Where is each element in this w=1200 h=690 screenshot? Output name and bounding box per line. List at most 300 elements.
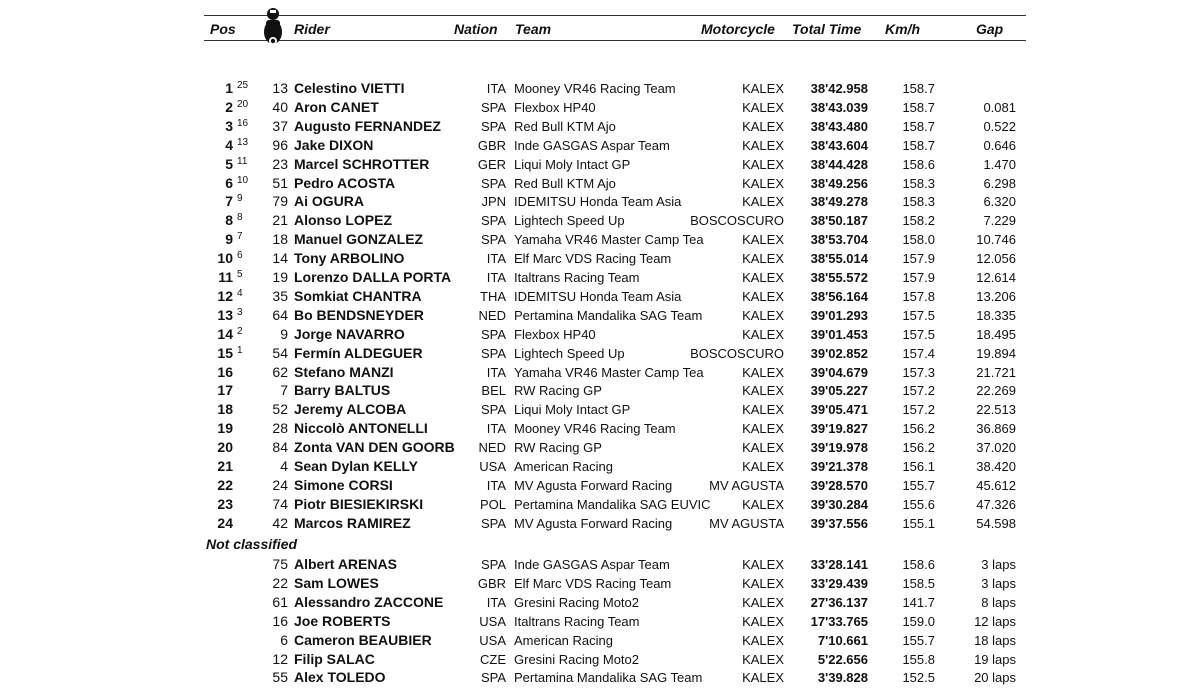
motorcycle-make: KALEX	[742, 575, 784, 591]
team-name: Gresini Racing Moto2	[514, 651, 639, 667]
rider-name: Stefano MANZI	[294, 363, 394, 380]
total-time: 38'55.014	[810, 251, 868, 267]
motorcycle-rider-icon	[258, 4, 288, 46]
result-position: 13	[217, 306, 233, 323]
table-row	[0, 457, 1200, 476]
result-position: 4	[225, 136, 233, 153]
total-time: 39'30.284	[810, 496, 868, 512]
total-time: 27'36.137	[810, 594, 868, 610]
total-time: 39'19.978	[810, 440, 868, 456]
rider-number: 18	[272, 231, 288, 248]
total-time: 39'02.852	[810, 345, 868, 361]
rider-nation: SPA	[480, 213, 506, 229]
average-speed: 158.6	[902, 557, 935, 572]
motorcycle-make: MV AGUSTA	[709, 477, 784, 493]
team-name: Flexbox HP40	[514, 99, 596, 115]
average-speed: 158.2	[902, 213, 935, 229]
table-row	[0, 514, 1200, 533]
rider-nation: ITA	[486, 251, 506, 267]
result-position: 6	[225, 174, 233, 191]
table-row	[0, 174, 1200, 193]
time-gap: 13.206	[976, 288, 1016, 304]
table-row	[0, 631, 1200, 650]
team-name: Lightech Speed Up	[514, 345, 625, 361]
team-name: Red Bull KTM Ajo	[514, 118, 616, 134]
motorcycle-make: KALEX	[742, 421, 784, 437]
average-speed: 158.6	[902, 156, 935, 172]
time-gap: 18 laps	[974, 632, 1016, 648]
team-name: IDEMITSU Honda Team Asia	[514, 194, 682, 210]
rider-name: Alonso LOPEZ	[294, 212, 392, 229]
motorcycle-make: BOSCOSCURO	[690, 213, 784, 229]
average-speed: 157.9	[902, 270, 935, 285]
rider-number: 75	[272, 556, 288, 572]
header-top-rule	[204, 15, 1026, 16]
rider-nation: SPA	[480, 345, 506, 361]
header-motorcycle: Motorcycle	[701, 21, 775, 37]
result-position: 12	[217, 287, 233, 304]
rider-number: 37	[272, 117, 288, 134]
team-name: RW Racing GP	[514, 383, 602, 399]
rider-nation: SPA	[480, 670, 506, 686]
rider-name: Celestino VIETTI	[294, 80, 405, 96]
rider-name: Piotr BIESIEKIRSKI	[294, 495, 424, 512]
rider-nation: CZE	[480, 651, 506, 667]
result-points: 25	[237, 80, 249, 91]
total-time: 39'01.293	[810, 307, 868, 323]
motorcycle-make: KALEX	[742, 632, 784, 648]
team-name: Inde GASGAS Aspar Team	[514, 137, 670, 153]
average-speed: 158.3	[902, 194, 935, 210]
rider-name: Sam LOWES	[294, 574, 379, 591]
result-position: 2	[225, 98, 233, 115]
total-time: 38'53.704	[810, 232, 868, 248]
time-gap: 21.721	[976, 364, 1016, 380]
motorcycle-make: KALEX	[742, 496, 784, 512]
table-row	[0, 192, 1200, 211]
total-time: 38'55.572	[810, 270, 868, 285]
time-gap: 12 laps	[974, 613, 1016, 629]
result-points: 6	[237, 250, 243, 262]
rider-number: 64	[272, 306, 288, 323]
result-points: 16	[237, 117, 249, 129]
average-speed: 158.3	[902, 175, 935, 191]
rider-nation: USA	[479, 459, 506, 474]
time-gap: 45.612	[976, 477, 1016, 493]
header-total-time: Total Time	[792, 21, 862, 37]
rider-number: 7	[280, 382, 288, 399]
table-row	[0, 344, 1200, 363]
rider-name: Alex TOLEDO	[294, 669, 386, 686]
rider-nation: NED	[478, 307, 506, 323]
table-row	[0, 612, 1200, 631]
rider-number: 61	[272, 593, 288, 610]
rider-number: 12	[272, 650, 288, 667]
result-points: 7	[237, 231, 243, 243]
time-gap: 37.020	[976, 440, 1016, 456]
result-points: 3	[237, 306, 243, 318]
team-name: Inde GASGAS Aspar Team	[514, 557, 670, 572]
total-time: 38'43.604	[810, 137, 868, 153]
result-position: 16	[217, 363, 233, 380]
rider-nation: GER	[477, 156, 506, 172]
result-position: 15	[217, 344, 233, 361]
rider-name: Jake DIXON	[294, 136, 374, 153]
motorcycle-make: KALEX	[742, 557, 784, 572]
rider-number: 51	[272, 174, 288, 191]
team-name: Flexbox HP40	[514, 326, 596, 342]
rider-nation: ITA	[486, 81, 506, 96]
motorcycle-make: KALEX	[742, 670, 784, 686]
rider-number: 23	[272, 155, 288, 172]
team-name: Pertamina Mandalika SAG Team	[514, 670, 703, 686]
total-time: 39'05.471	[810, 402, 868, 418]
result-points: 4	[237, 287, 243, 299]
team-name: Yamaha VR46 Master Camp Tea	[514, 232, 704, 248]
total-time: 38'42.958	[810, 81, 868, 96]
rider-nation: GBR	[477, 575, 506, 591]
rider-name: Marcel SCHROTTER	[294, 155, 430, 172]
result-position: 8	[225, 212, 233, 229]
total-time: 39'01.453	[810, 326, 868, 342]
motorcycle-make: KALEX	[742, 99, 784, 115]
average-speed: 157.4	[902, 345, 935, 361]
time-gap: 10.746	[976, 232, 1016, 248]
total-time: 33'29.439	[810, 575, 868, 591]
average-speed: 157.5	[902, 326, 935, 342]
table-row	[0, 98, 1200, 117]
time-gap: 36.869	[976, 421, 1016, 437]
motorcycle-make: KALEX	[742, 81, 784, 96]
rider-number: 19	[272, 269, 288, 285]
average-speed: 158.7	[902, 99, 935, 115]
time-gap: 3 laps	[981, 575, 1016, 591]
rider-name: Tony ARBOLINO	[294, 250, 405, 267]
rider-name: Marcos RAMIREZ	[294, 514, 411, 531]
header-rider: Rider	[294, 21, 330, 37]
header-kmh: Km/h	[885, 21, 920, 37]
rider-number: 28	[272, 420, 288, 437]
time-gap: 8 laps	[981, 594, 1016, 610]
motorcycle-make: KALEX	[742, 383, 784, 399]
time-gap: 18.335	[976, 307, 1016, 323]
rider-number: 9	[280, 325, 288, 342]
rider-name: Zonta VAN DEN GOORB	[294, 439, 455, 456]
table-row	[0, 79, 1200, 98]
result-position: 10	[217, 250, 233, 267]
rider-number: 6	[280, 631, 288, 648]
total-time: 5'22.656	[817, 651, 868, 667]
motorcycle-make: KALEX	[742, 232, 784, 248]
total-time: 38'43.480	[810, 118, 868, 134]
rider-number: 35	[272, 287, 288, 304]
motorcycle-make: KALEX	[742, 402, 784, 418]
average-speed: 155.6	[902, 496, 935, 512]
team-name: American Racing	[514, 632, 613, 648]
table-row	[0, 117, 1200, 136]
time-gap: 0.646	[983, 137, 1016, 153]
rider-nation: SPA	[480, 515, 506, 531]
header-gap: Gap	[976, 21, 1004, 37]
average-speed: 155.1	[902, 515, 935, 531]
rider-number: 96	[272, 136, 288, 153]
total-time: 3'39.828	[817, 670, 868, 686]
motorcycle-make: KALEX	[742, 288, 784, 304]
team-name: RW Racing GP	[514, 440, 602, 456]
total-time: 39'37.556	[810, 515, 868, 531]
team-name: Italtrans Racing Team	[514, 270, 640, 285]
time-gap: 22.513	[976, 402, 1016, 418]
rider-number: 22	[272, 574, 288, 591]
rider-number: 74	[272, 495, 288, 512]
table-row	[0, 419, 1200, 438]
time-gap: 3 laps	[981, 557, 1016, 572]
result-position: 18	[217, 401, 233, 418]
average-speed: 157.8	[902, 288, 935, 304]
total-time: 38'50.187	[810, 213, 868, 229]
average-speed: 158.5	[902, 575, 935, 591]
average-speed: 159.0	[902, 613, 935, 629]
result-position: 11	[218, 269, 233, 285]
header-bottom-rule	[204, 40, 1026, 41]
result-position: 22	[217, 476, 233, 493]
rider-number: 13	[272, 80, 288, 96]
table-row	[0, 495, 1200, 514]
motorcycle-make: MV AGUSTA	[709, 515, 784, 531]
result-points: 20	[237, 98, 249, 110]
rider-number: 24	[272, 476, 288, 493]
team-name: Yamaha VR46 Master Camp Tea	[514, 364, 704, 380]
motorcycle-make: KALEX	[742, 364, 784, 380]
time-gap: 12.056	[976, 251, 1016, 267]
table-row	[0, 668, 1200, 687]
total-time: 38'43.039	[810, 99, 868, 115]
total-time: 17'33.765	[810, 613, 868, 629]
rider-name: Jeremy ALCOBA	[294, 401, 407, 418]
time-gap: 19 laps	[974, 651, 1016, 667]
average-speed: 157.2	[902, 402, 935, 418]
rider-name: Sean Dylan KELLY	[294, 458, 418, 474]
rider-number: 42	[272, 514, 288, 531]
average-speed: 156.2	[902, 440, 935, 456]
result-points: 2	[237, 325, 243, 337]
table-row	[0, 306, 1200, 325]
time-gap: 18.495	[976, 326, 1016, 342]
average-speed: 158.7	[902, 118, 935, 134]
total-time: 39'04.679	[810, 364, 868, 380]
rider-nation: POL	[479, 496, 506, 512]
time-gap: 19.894	[976, 345, 1016, 361]
motorcycle-make: KALEX	[742, 156, 784, 172]
rider-nation: BEL	[481, 383, 506, 399]
rider-number: 16	[272, 612, 288, 629]
time-gap: 1.470	[983, 156, 1016, 172]
result-points: 10	[237, 174, 249, 186]
team-name: Lightech Speed Up	[514, 213, 625, 229]
motorcycle-make: KALEX	[742, 440, 784, 456]
rider-name: Bo BENDSNEYDER	[294, 306, 424, 323]
motorcycle-make: KALEX	[742, 613, 784, 629]
result-position: 5	[225, 155, 233, 172]
total-time: 39'21.378	[810, 459, 868, 474]
rider-name: Pedro ACOSTA	[294, 174, 396, 191]
rider-nation: ITA	[486, 364, 506, 380]
table-row	[0, 593, 1200, 612]
time-gap: 38.420	[976, 459, 1016, 474]
result-position: 17	[217, 382, 233, 399]
rider-nation: GBR	[477, 137, 506, 153]
table-row	[0, 400, 1200, 419]
rider-name: Alessandro ZACCONE	[294, 593, 444, 610]
table-row	[0, 287, 1200, 306]
rider-name: Cameron BEAUBIER	[294, 631, 432, 648]
team-name: Pertamina Mandalika SAG Team	[514, 307, 703, 323]
rider-number: 62	[272, 363, 288, 380]
table-row	[0, 650, 1200, 669]
team-name: Pertamina Mandalika SAG EUVIC	[514, 496, 711, 512]
result-position: 21	[217, 458, 233, 474]
result-points: 8	[237, 212, 243, 224]
average-speed: 157.2	[902, 383, 935, 399]
rider-name: Ai OGURA	[294, 193, 364, 210]
rider-name: Jorge NAVARRO	[294, 325, 405, 342]
total-time: 39'05.227	[810, 383, 868, 399]
motorcycle-make: KALEX	[742, 326, 784, 342]
rider-number: 21	[272, 212, 288, 229]
rider-name: Lorenzo DALLA PORTA	[294, 269, 452, 285]
team-name: Red Bull KTM Ajo	[514, 175, 616, 191]
header-team: Team	[515, 21, 552, 37]
rider-nation: JPN	[481, 194, 506, 210]
team-name: IDEMITSU Honda Team Asia	[514, 288, 682, 304]
team-name: MV Agusta Forward Racing	[514, 515, 673, 531]
time-gap: 22.269	[976, 383, 1016, 399]
total-time: 33'28.141	[810, 557, 868, 572]
rider-number: 40	[272, 98, 288, 115]
rider-name: Barry BALTUS	[294, 382, 391, 399]
average-speed: 158.7	[902, 137, 935, 153]
team-name: Italtrans Racing Team	[514, 613, 640, 629]
total-time: 38'56.164	[810, 288, 868, 304]
table-row	[0, 476, 1200, 495]
result-position: 23	[217, 495, 233, 512]
total-time: 38'49.256	[810, 175, 868, 191]
rider-number: 52	[272, 401, 288, 418]
motorcycle-make: KALEX	[742, 459, 784, 474]
time-gap: 0.522	[983, 118, 1016, 134]
time-gap: 0.081	[983, 99, 1016, 115]
average-speed: 155.7	[902, 477, 935, 493]
table-row	[0, 211, 1200, 230]
result-position: 19	[217, 420, 233, 437]
team-name: American Racing	[514, 459, 613, 474]
table-row	[0, 268, 1200, 287]
result-points: 13	[237, 136, 249, 148]
result-position: 24	[217, 514, 233, 531]
rider-name: Manuel GONZALEZ	[294, 231, 424, 248]
time-gap: 12.614	[976, 270, 1016, 285]
table-row	[0, 136, 1200, 155]
rider-name: Augusto FERNANDEZ	[294, 117, 441, 134]
rider-nation: SPA	[480, 118, 506, 134]
table-row	[0, 555, 1200, 574]
rider-nation: SPA	[480, 175, 506, 191]
motorcycle-make: KALEX	[742, 307, 784, 323]
rider-name: Fermín ALDEGUER	[294, 344, 423, 361]
average-speed: 157.9	[902, 251, 935, 267]
table-row	[0, 438, 1200, 457]
average-speed: 157.3	[902, 364, 935, 380]
time-gap: 7.229	[983, 213, 1016, 229]
rider-nation: SPA	[480, 232, 506, 248]
result-position: 1	[225, 80, 233, 96]
not-classified-label: Not classified	[206, 536, 298, 552]
average-speed: 156.1	[902, 459, 935, 474]
team-name: Liqui Moly Intact GP	[514, 402, 631, 418]
rider-number: 14	[272, 250, 288, 267]
rider-nation: ITA	[486, 594, 506, 610]
rider-nation: SPA	[480, 557, 506, 572]
average-speed: 155.8	[902, 651, 935, 667]
table-row	[0, 325, 1200, 344]
average-speed: 155.7	[902, 632, 935, 648]
motorcycle-make: KALEX	[742, 175, 784, 191]
result-position: 14	[217, 325, 233, 342]
rider-name: Somkiat CHANTRA	[294, 287, 422, 304]
total-time: 38'49.278	[810, 194, 868, 210]
total-time: 39'28.570	[810, 477, 868, 493]
team-name: Elf Marc VDS Racing Team	[514, 575, 672, 591]
result-points: 9	[237, 193, 243, 205]
rider-number: 79	[272, 193, 288, 210]
result-points: 5	[237, 269, 243, 280]
header-pos: Pos	[210, 21, 236, 37]
team-name: Mooney VR46 Racing Team	[514, 421, 676, 437]
total-time: 7'10.661	[817, 632, 868, 648]
motorcycle-make: BOSCOSCURO	[690, 345, 784, 361]
rider-nation: ITA	[486, 421, 506, 437]
rider-number: 54	[272, 344, 288, 361]
table-header	[200, 4, 1030, 44]
table-row	[0, 363, 1200, 382]
average-speed: 152.5	[902, 670, 935, 686]
rider-nation: ITA	[486, 477, 506, 493]
rider-nation: SPA	[480, 402, 506, 418]
time-gap: 54.598	[976, 515, 1016, 531]
table-row	[0, 381, 1200, 400]
rider-name: Filip SALAC	[294, 650, 375, 667]
team-name: Mooney VR46 Racing Team	[514, 81, 676, 96]
table-row	[0, 230, 1200, 249]
rider-name: Joe ROBERTS	[294, 612, 391, 629]
rider-nation: ITA	[486, 270, 506, 285]
time-gap: 6.298	[983, 175, 1016, 191]
rider-name: Simone CORSI	[294, 476, 393, 493]
table-row	[0, 574, 1200, 593]
average-speed: 156.2	[902, 421, 935, 437]
motorcycle-make: KALEX	[742, 194, 784, 210]
motorcycle-make: KALEX	[742, 594, 784, 610]
team-name: Gresini Racing Moto2	[514, 594, 639, 610]
team-name: Liqui Moly Intact GP	[514, 156, 631, 172]
table-row	[0, 249, 1200, 268]
team-name: Elf Marc VDS Racing Team	[514, 251, 672, 267]
average-speed: 158.0	[902, 232, 935, 248]
result-position: 7	[225, 193, 233, 210]
result-position: 3	[225, 117, 233, 134]
rider-nation: USA	[479, 632, 506, 648]
motorcycle-make: KALEX	[742, 651, 784, 667]
